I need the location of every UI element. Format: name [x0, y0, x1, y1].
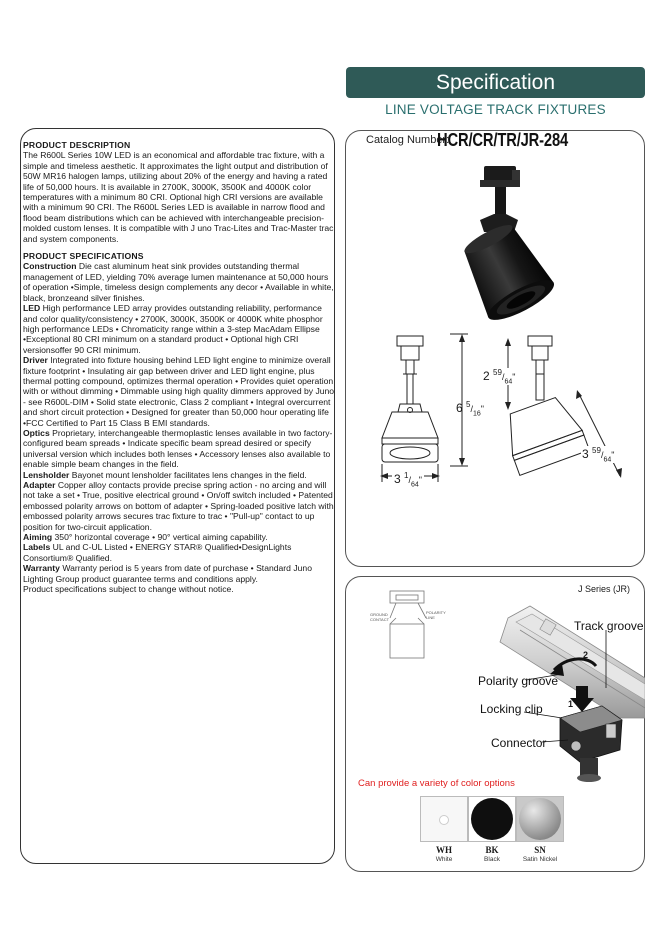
spec-text: Bayonet mount lensholder facilitates lens changes in the field.	[69, 469, 307, 480]
spec-construction	[23, 261, 335, 303]
spec-text: Integrated into fixture housing behind LED light engine to minimize overall fixture footprint • Insulating air gap between driver and LED light engine, plus thermal potting compound, optimizes thermal operation • Provides quiet operation with or without dimming • Dimmable using high quality dimmers approved by Juno - see R600L-DIM • Solid state electronic, Class 2 compliant • Integral overcurrent and short circuit protection • Designed for greater than 50,000 hour operating life •FCC Certified to Part 15 Class B EMI standards.	[23, 355, 335, 428]
height-dimension-label: 6 $^5/_{16}$"	[456, 400, 484, 418]
color-options-note: Can provide a variety of color options	[358, 778, 515, 789]
catalog-label: Catalog Number:	[366, 134, 450, 146]
head-frac-den: 64	[504, 378, 513, 386]
spec-labels	[23, 542, 335, 563]
spec-lensholder	[23, 470, 335, 480]
step-1-label: 1	[568, 699, 574, 709]
spec-label: Optics	[23, 427, 50, 438]
head-whole: 2	[483, 369, 490, 383]
track-groove-label: Track groove	[574, 619, 644, 633]
j-series-label: J Series (JR)	[578, 584, 631, 594]
height-whole: 6	[456, 401, 463, 415]
width-frac-den: 64	[411, 481, 419, 489]
spec-label: Warranty	[23, 563, 60, 574]
product-description-body: The R600L Series 10W LED is an economical and affordable trac fixture, with a simple and timeless aesthetic. It approximates the light output and distribution of 50W MR16 halogen lamps, utilizing about 20% of the energy and having a rated life of 50,000 hours. It is available in 2700K, 3000K, 3500K and 4000K color temperatures with a minimum 80 CRI. Optional high CRI versions are available with a minimum 90 CRI. The R600L Series LED is available in narrow flood and flood beam distributions which can be achieved with interchangeable precision-molded custom lenses. It is compatible with J uno Trac-Lites and Trac-Master trac and system components.	[23, 150, 334, 244]
spec-text: 350° horizontal coverage • 90° vertical aiming capability.	[52, 532, 268, 543]
swatch-white	[420, 796, 468, 842]
white-dot-icon	[439, 815, 449, 825]
swatch-satin-nickel	[516, 796, 564, 842]
length-frac-num: 59	[592, 446, 601, 455]
swatch-code-sn: SN	[534, 845, 546, 855]
polarity-groove-label: Polarity groove	[478, 674, 559, 688]
spec-led	[23, 303, 335, 355]
swatch-black	[468, 796, 516, 842]
dimension-drawing-side	[488, 330, 638, 495]
spec-adapter	[23, 480, 335, 532]
height-frac-den: 16	[473, 410, 481, 418]
spec-label: Construction	[23, 261, 77, 272]
spec-driver	[23, 355, 335, 428]
description-text	[23, 140, 335, 594]
swatch-code-bk: BK	[485, 845, 499, 855]
spec-label: LED	[23, 303, 41, 314]
spec-text: Warranty period is 5 years from date of purchase • Standard Juno Lighting Group product guarantee terms and conditions apply.	[23, 563, 312, 584]
spec-label: Adapter	[23, 480, 56, 490]
swatch-name-white: White	[435, 856, 453, 863]
head-frac-num: 59	[493, 368, 502, 377]
polarity-line-label: POLARITY LINE	[426, 610, 446, 620]
black-disc-icon	[471, 798, 513, 840]
swatch-code-wh: WH	[435, 845, 452, 855]
product-description-heading: PRODUCT DESCRIPTION	[23, 140, 131, 150]
nickel-disc-icon	[519, 798, 561, 840]
spec-banner: Specification	[346, 67, 645, 98]
spec-optics	[23, 428, 335, 470]
spec-label: Driver	[23, 355, 48, 366]
step-2-label: 2	[583, 650, 589, 660]
spec-warranty	[23, 563, 335, 584]
spec-text: Proprietary, interchangeable thermoplastic lenses available in two factory-configured beam spreads • Indicate specific beam spread desired or specify universal version which includes both lenses • Accessory lenses also available to enable simple beam changes in the field.	[23, 427, 333, 470]
spec-text: High performance LED array provides outstanding reliability, performance and color quality/consistency • 2700K, 3000K, 3500K or 4000K white phosphor high performance LEDs • Chromaticity range within a 3-step MacAdam Ellipse •Exceptional 80 CRI minimum on a standard product • Optional high CRI versionsoffer 90 CRI minimum.	[23, 303, 323, 355]
spec-text: Copper alloy contacts provide precise spring action - no arcing and will not take a set • True, positive electrical ground • On/off switch included • Patented embossed polarity arrows on bottom of adapter • Spring-loaded positive latch with embossed polarity arrows secures trac fixture to trac • "Pull-up" contact to up position for two-circuit application.	[23, 480, 334, 532]
width-whole: 3	[394, 472, 401, 486]
length-frac-den: 64	[603, 456, 612, 464]
spec-label: Aiming	[23, 532, 53, 543]
locking-clip-label: Locking clip	[480, 702, 543, 716]
product-specifications-heading: PRODUCT SPECIFICATIONS	[23, 251, 144, 262]
width-frac-num: 1	[404, 471, 409, 480]
width-dimension-label: 3 $^1/_{64}$"	[394, 471, 422, 489]
swatch-name-satin-nickel: Satin Nickel	[522, 856, 558, 863]
swatch-name-black: Black	[484, 856, 500, 863]
height-frac-num: 5	[466, 400, 471, 409]
spec-text: UL and C-UL Listed • ENERGY STAR® Qualified•DesignLights Consortium® Qualified.	[23, 542, 292, 563]
spec-label: Lensholder	[23, 469, 70, 480]
length-dimension-label: 3 $^{59}/_{64}$"	[582, 446, 615, 464]
length-whole: 3	[582, 447, 589, 461]
fixture-photo	[440, 158, 570, 333]
spec-subtitle: LINE VOLTAGE TRACK FIXTURES	[385, 102, 606, 117]
spec-text: Die cast aluminum heat sink provides outstanding thermal management of LED, yielding 70% average lumen maintenance at 50,000 hours of operation •Simple, timeless design complements any decor • Available in white, black, bronzeand silver finishes.	[23, 261, 334, 303]
catalog-number: HCR/CR/TR/JR-284	[437, 130, 569, 150]
spec-aiming	[23, 532, 335, 542]
spec-label: Labels	[23, 542, 51, 553]
head-dimension-label: 2 $^{59}/_{64}$"	[483, 368, 516, 386]
connector-label: Connector	[491, 736, 547, 750]
spec-footer: Product specifications subject to change without notice.	[23, 584, 234, 595]
ground-contact-label: GROUND CONTACT	[370, 612, 390, 622]
